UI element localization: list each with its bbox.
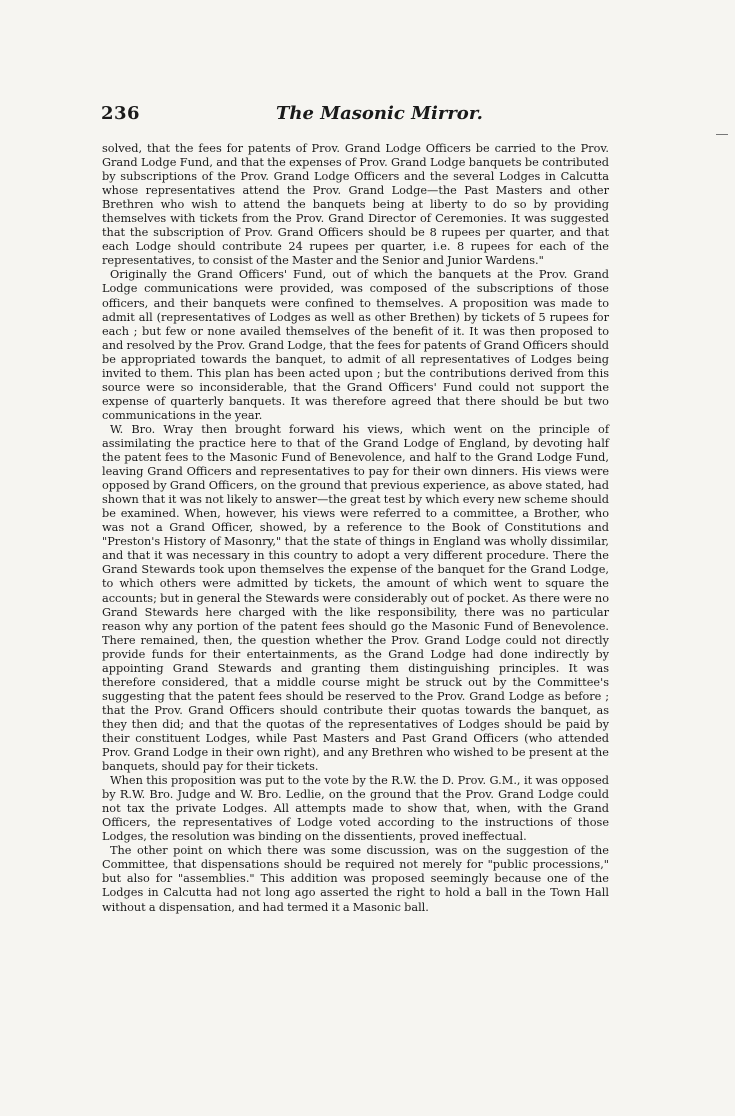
page-header (101, 103, 637, 127)
paragraph-5: The other point on which there was some discussion, was on the suggestion of the Committee, that dispensations should be required not merely for "public processions," but also for "assemblies." This addition was proposed seemingly because one of the Lodges in Calcutta had not long ago asserted the right to hold a ball in the Town Hall without a dispensation, and had termed it a Masonic ball. (102, 844, 609, 914)
paragraph-4: When this proposition was put to the vote by the R.W. the D. Prov. G.M., it was opposed by R.W. Bro. Judge and W. Bro. Ledlie, on the ground that the Prov. Grand Lodge could not tax the private Lodges. All attempts made to show that, when, with the Grand Officers, the representatives of Lodge voted according to the instructions of those Lodges, the resolution was binding on the dissentients, proved ineffectual. (102, 774, 609, 844)
running-title: The Masonic Mirror. (276, 103, 483, 124)
paragraph-1: solved, that the fees for patents of Prov. Grand Lodge Officers be carried to the Prov. Grand Lodge Fund, and that the expenses of Prov. Grand Lodge banquets be contributed by subscriptions of the Prov. Grand Lodge Officers and the several Lodges in Calcutta whose representatives attend the Prov. Grand Lodge—the Past Masters and other Brethren who wish to attend the banquets being at liberty to do so by providing themselves with tickets from the Prov. Grand Director of Ceremonies. It was suggested that the subscription of Prov. Grand Officers should be 8 rupees per quarter, and that each Lodge should contribute 24 rupees per quarter, i.e. 8 rupees for each of the representatives, to consist of the Master and the Senior and Junior Wardens." (102, 142, 609, 268)
margin-mark (716, 134, 728, 135)
page-number: 236 (101, 103, 141, 124)
body-text (102, 142, 609, 915)
paragraph-2: Originally the Grand Officers' Fund, out of which the banquets at the Prov. Grand Lodge communications were provided, was composed of the subscriptions of those officers, and their banquets were confined to themselves. A proposition was made to admit all (representatives of Lodges as well as other Brethen) by tickets of 5 rupees for each ; but few or none availed themselves of the benefit of it. It was then proposed to and resolved by the Prov. Grand Lodge, that the fees for patents of Grand Officers should be appropriated towards the banquet, to admit of all representatives of Lodges being invited to them. This plan has been acted upon ; but the contributions derived from this source were so inconsiderable, that the Grand Officers' Fund could not support the expense of quarterly banquets. It was therefore agreed that there should be but two communications in the year. (102, 268, 609, 422)
paragraph-3: W. Bro. Wray then brought forward his views, which went on the principle of assimilating the practice here to that of the Grand Lodge of England, by devoting half the patent fees to the Masonic Fund of Benevolence, and half to the Grand Lodge Fund, leaving Grand Officers and representatives to pay for their own dinners. His views were opposed by Grand Officers, on the ground that previous experience, as above stated, had shown that it was not likely to answer—the great test by which every new scheme should be examined. When, however, his views were referred to a committee, a Brother, who was not a Grand Officer, showed, by a reference to the Book of Constitutions and "Preston's History of Masonry," that the state of things in England was wholly dissimilar, and that it was necessary in this country to adopt a very different procedure. There the Grand Stewards took upon themselves the expense of the banquet for the Grand Lodge, to which others were admitted by tickets, the amount of which went to square the accounts; but in general the Stewards were considerably out of pocket. As there were no Grand Stewards here charged with the like responsibility, there was no particular reason why any portion of the patent fees should go the Masonic Fund of Benevolence. There remained, then, the question whether the Prov. Grand Lodge could not directly provide funds for their entertainments, as the Grand Lodge had done indirectly by appointing Grand Stewards and granting them distinguishing principles. It was therefore considered, that a middle course might be struck out by the Committee's suggesting that the patent fees should be reserved to the Prov. Grand Lodge as before ; that the Prov. Grand Officers should contribute their quotas towards the banquet, as they then did; and that the quotas of the representatives of Lodges should be paid by their constituent Lodges, while Past Masters and Past Grand Officers (who attended Prov. Grand Lodge in their own right), and any Brethren who wished to be present at the banquets, should pay for their tickets. (102, 422, 609, 774)
